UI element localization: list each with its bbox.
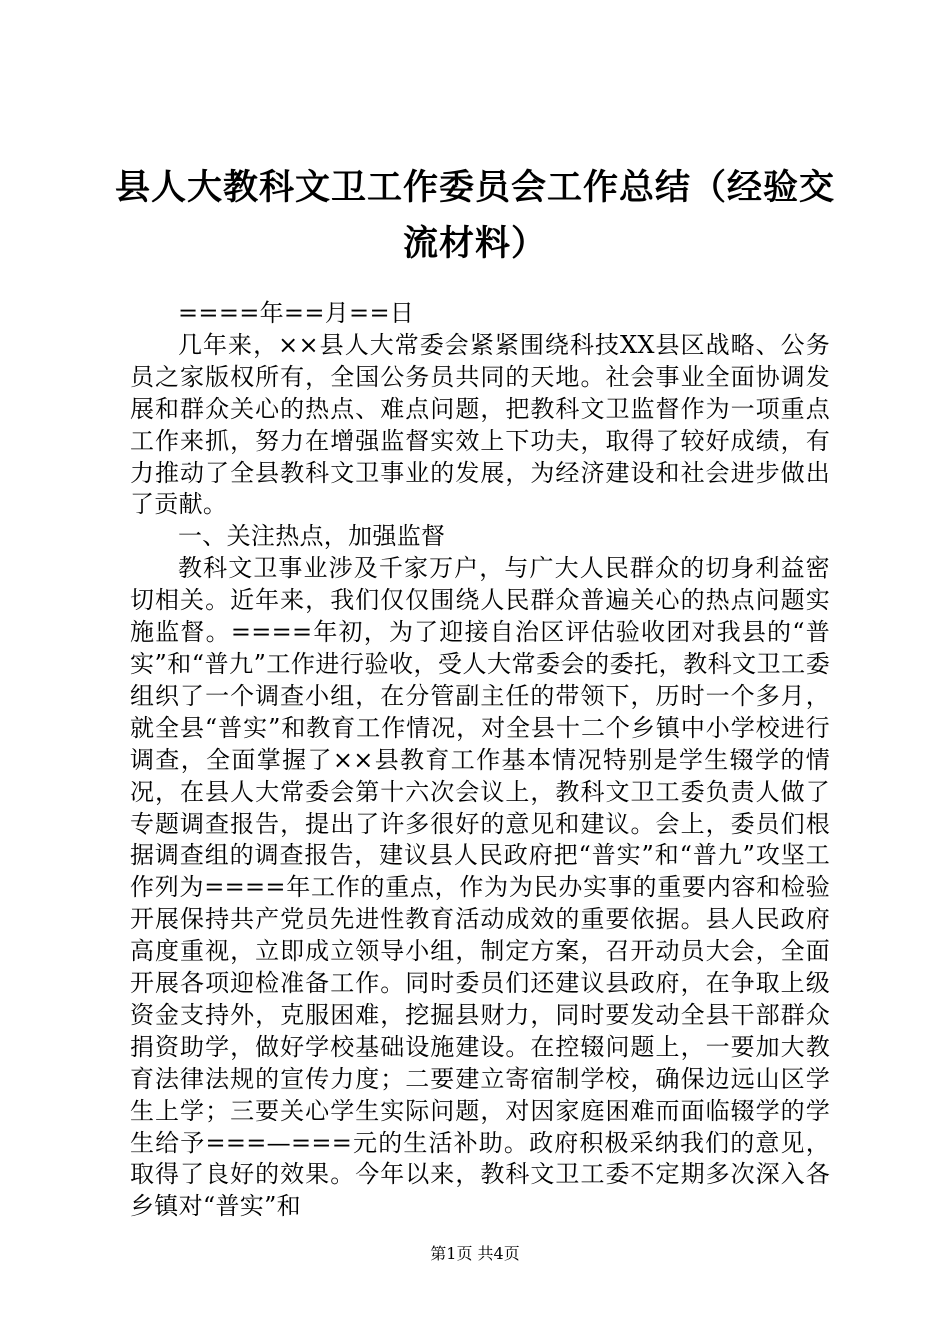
page-footer: 第1页 共4页: [430, 1244, 520, 1263]
body-paragraph: 教科文卫事业涉及千家万户，与广大人民群众的切身利益密切相关。近年来，我们仅仅围绕人民群众普遍关心的热点问题实施监督。====年初，为了迎接自治区评估验收团对我县的“普实”和“普九”工作进行验收，受人大常委会的委托，教科文卫工委组织了一个调查小组，在分管副主任的带领下，历时一个多月，就全县“普实”和教育工作情况，对全县十二个乡镇中小学校进行调查，全面掌握了××县教育工作基本情况特别是学生辍学的情况，在县人大常委会第十六次会议上，教科文卫工委负责人做了专题调查报告，提出了许多很好的意见和建议。会上，委员们根据调查组的调查报告，建议县人民政府把“普实”和“普九”攻坚工作列为====年工作的重点，作为为民办实事的重要内容和检验开展保持共产党员先进性教育活动成效的重要依据。县人民政府高度重视，立即成立领导小组，制定方案，召开动员大会，全面开展各项迎检准备工作。同时委员们还建议县政府，在争取上级资金支持外，克服困难，挖掘县财力，同时要发动全县干部群众捐资助学，做好学校基础设施建设。在控辍问题上，一要加大教育法律法规的宣传力度；二要建立寄宿制学校，确保边远山区学生上学；三要关心学生实际问题，对因家庭困难而面临辍学的学生给予===—===元的生活补助。政府积极采纳我们的意见，取得了良好的效果。今年以来，教科文卫工委不定期多次深入各乡镇对“普实”和: [130, 554, 830, 1221]
intro-paragraph: 几年来，××县人大常委会紧紧围绕科技XX县区战略、公务员之家版权所有，全国公务员共同的天地。社会事业全面协调发展和群众关心的热点、难点问题，把教科文卫监督作为一项重点工作来抓，努力在增强监督实效上下功夫，取得了较好成绩，有力推动了全县教科文卫事业的发展，为经济建设和社会进步做出了贡献。: [130, 330, 830, 519]
document-body: [130, 298, 830, 1223]
document-title: 县人大教科文卫工作委员会工作总结（经验交流材料）: [114, 168, 835, 264]
date-line: ====年==月==日: [178, 299, 415, 327]
section-heading: 一、关注热点，加强监督: [178, 522, 446, 551]
